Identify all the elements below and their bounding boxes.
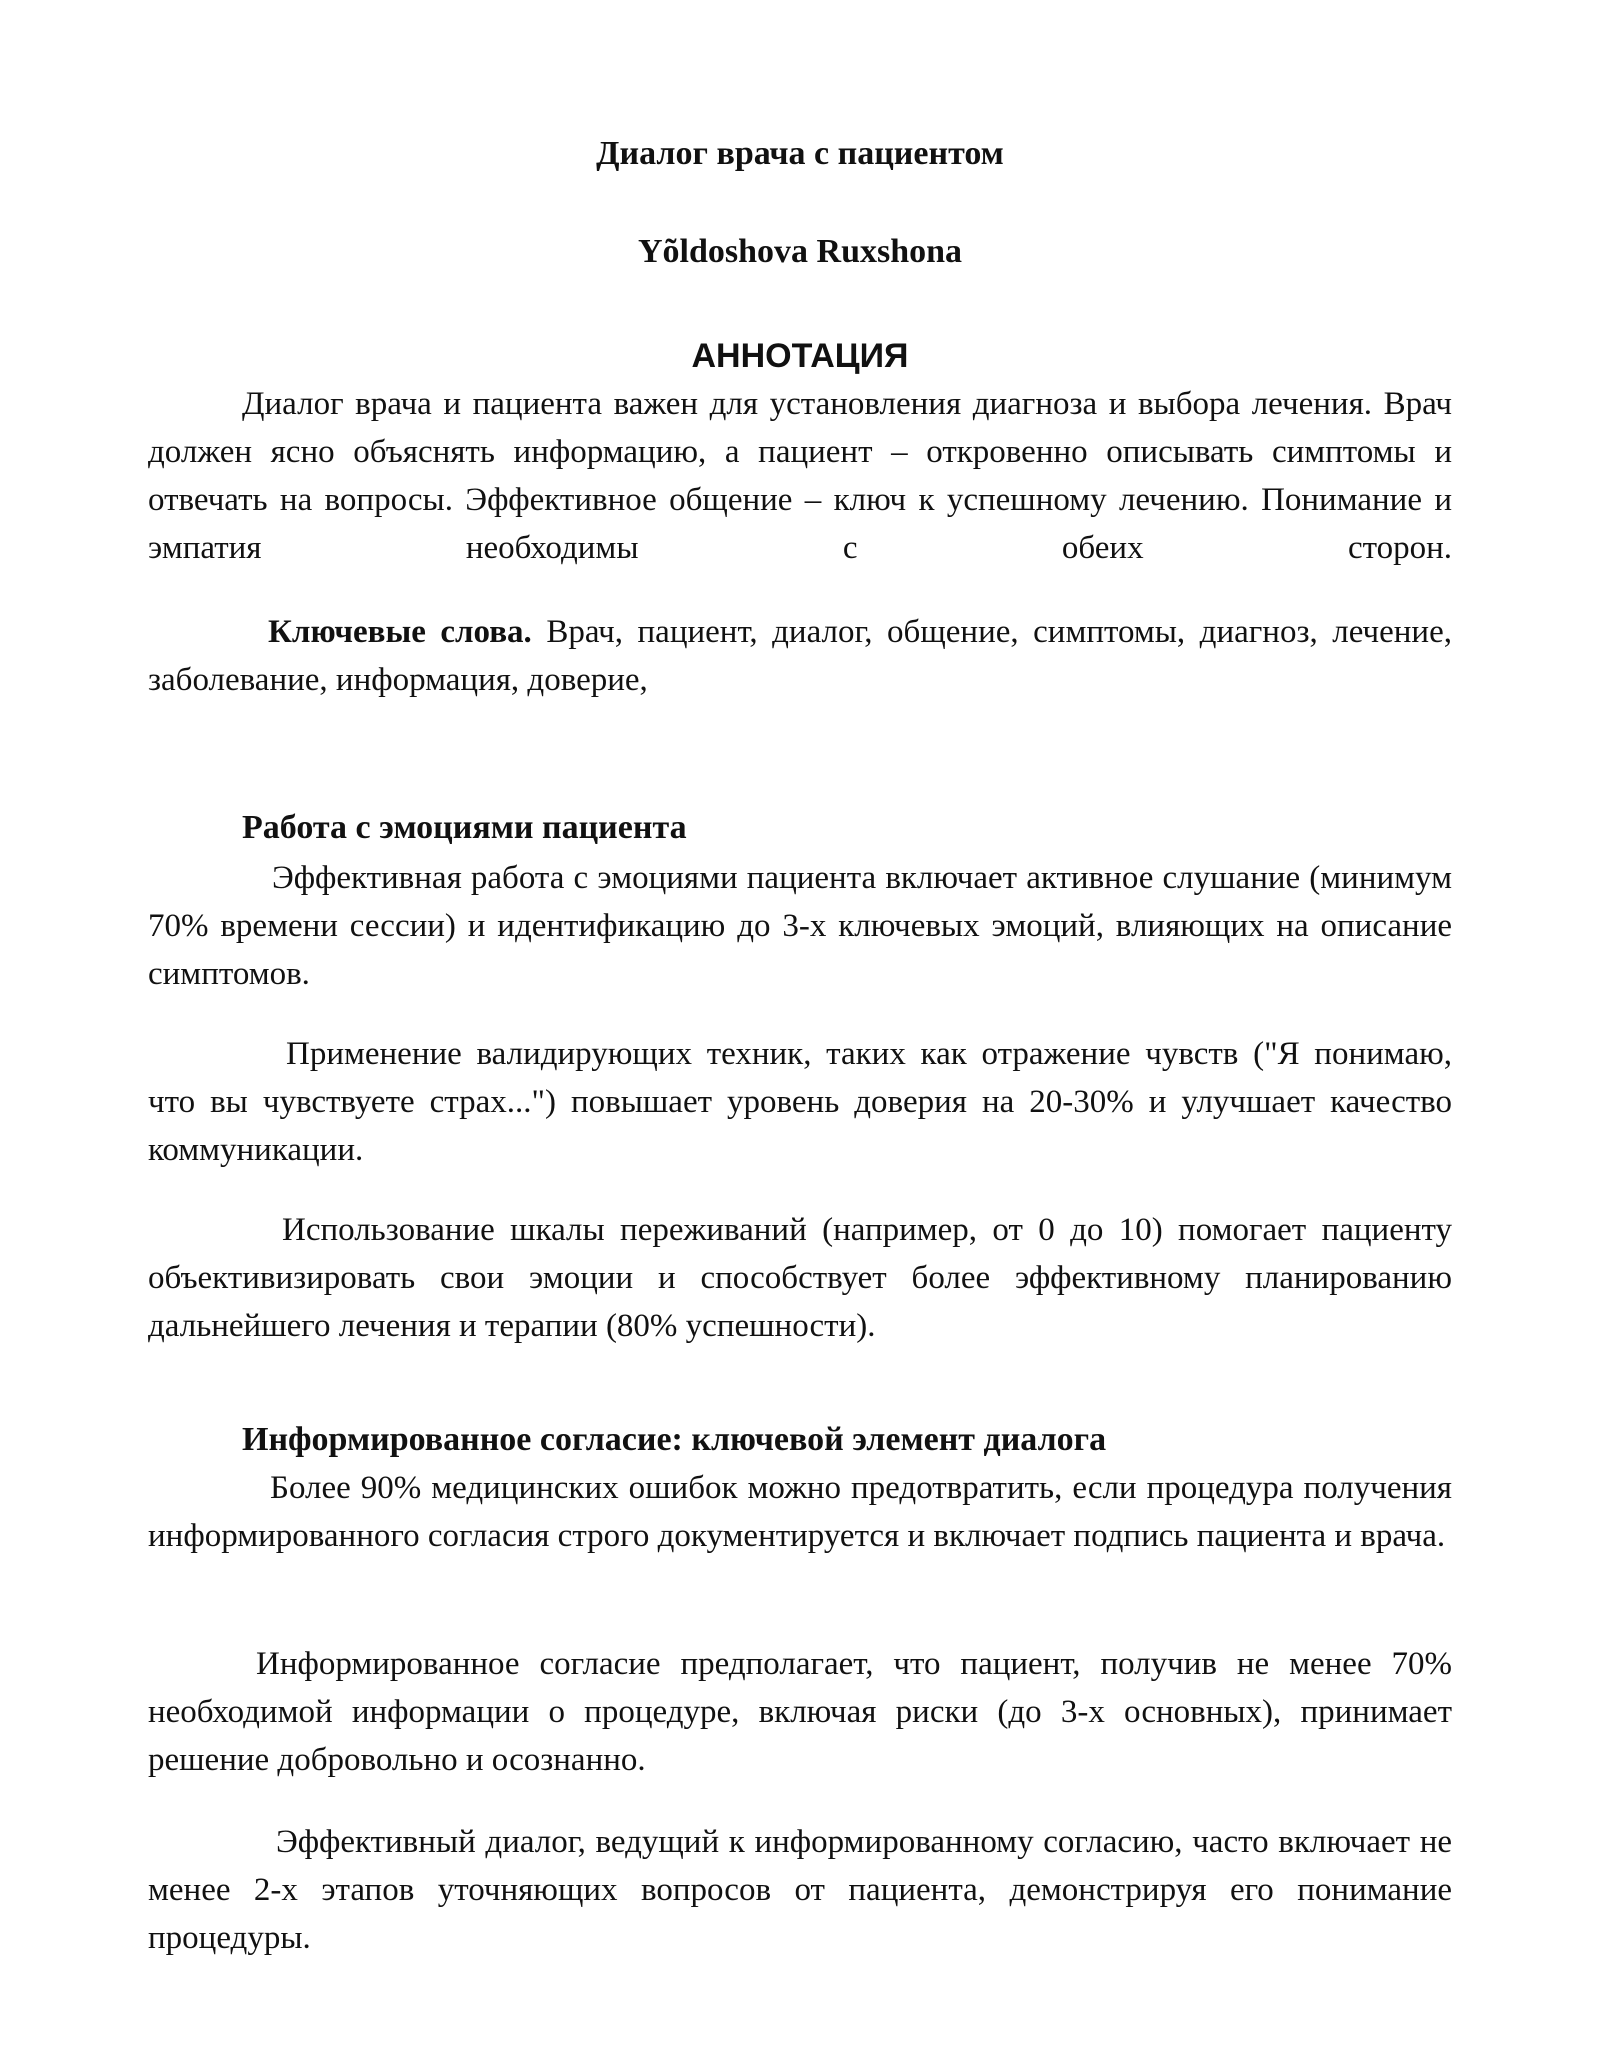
- annotation-heading: АННОТАЦИЯ: [691, 337, 909, 375]
- consent-paragraph-2: Информированное согласие предполагает, что пациент, получив не менее 70% необходимой информации о процедуре, включая риски (до 3-х основных), принимает решение добровольно и осознанно.: [148, 1646, 1452, 1778]
- keywords-paragraph: [148, 608, 1452, 704]
- emotions-paragraph-3: Использование шкалы переживаний (например, от 0 до 10) помогает пациенту объективизировать свои эмоции и способствует более эффективному планированию дальнейшего лечения и терапии (80% успешности).: [148, 1212, 1452, 1344]
- consent-paragraph-3: Эффективный диалог, ведущий к информированному согласию, часто включает не менее 2-х этапов уточняющих вопросов от пациента, демонстрируя его понимание процедуры.: [148, 1824, 1452, 1956]
- consent-paragraph-1: Более 90% медицинских ошибок можно предотвратить, если процедура получения информированного согласия строго документируется и включает подпись пациента и врача.: [148, 1470, 1452, 1554]
- emotions-paragraph-1: Эффективная работа с эмоциями пациента включает активное слушание (минимум 70% времени сессии) и идентификацию до 3-х ключевых эмоций, влияющих на описание симптомов.: [148, 860, 1452, 992]
- document-title: Диалог врача с пациентом: [596, 135, 1004, 172]
- keywords-list: Врач, пациент, диалог, общение, симптомы, диагноз, лечение, заболевание, информация, доверие,: [148, 614, 1452, 698]
- keywords-label: Ключевые слова.: [268, 614, 532, 650]
- section-heading-emotions: Работа с эмоциями пациента: [242, 809, 687, 846]
- annotation-paragraph: Диалог врача и пациента важен для установления диагноза и выбора лечения. Врач должен ясно объяснять информацию, а пациент – откровенно описывать симптомы и отвечать на вопросы. Эффективное общение – ключ к успешному лечению. Понимание и эмпатия необходимы с обеих сторон.: [148, 386, 1452, 566]
- emotions-paragraph-2: Применение валидирующих техник, таких как отражение чувств ("Я понимаю, что вы чувствуете страх...") повышает уровень доверия на 20-30% и улучшает качество коммуникации.: [148, 1036, 1452, 1168]
- section-heading-consent: Информированное согласие: ключевой элемент диалога: [242, 1421, 1107, 1458]
- author-name: Yõldoshova Ruxshona: [637, 233, 963, 270]
